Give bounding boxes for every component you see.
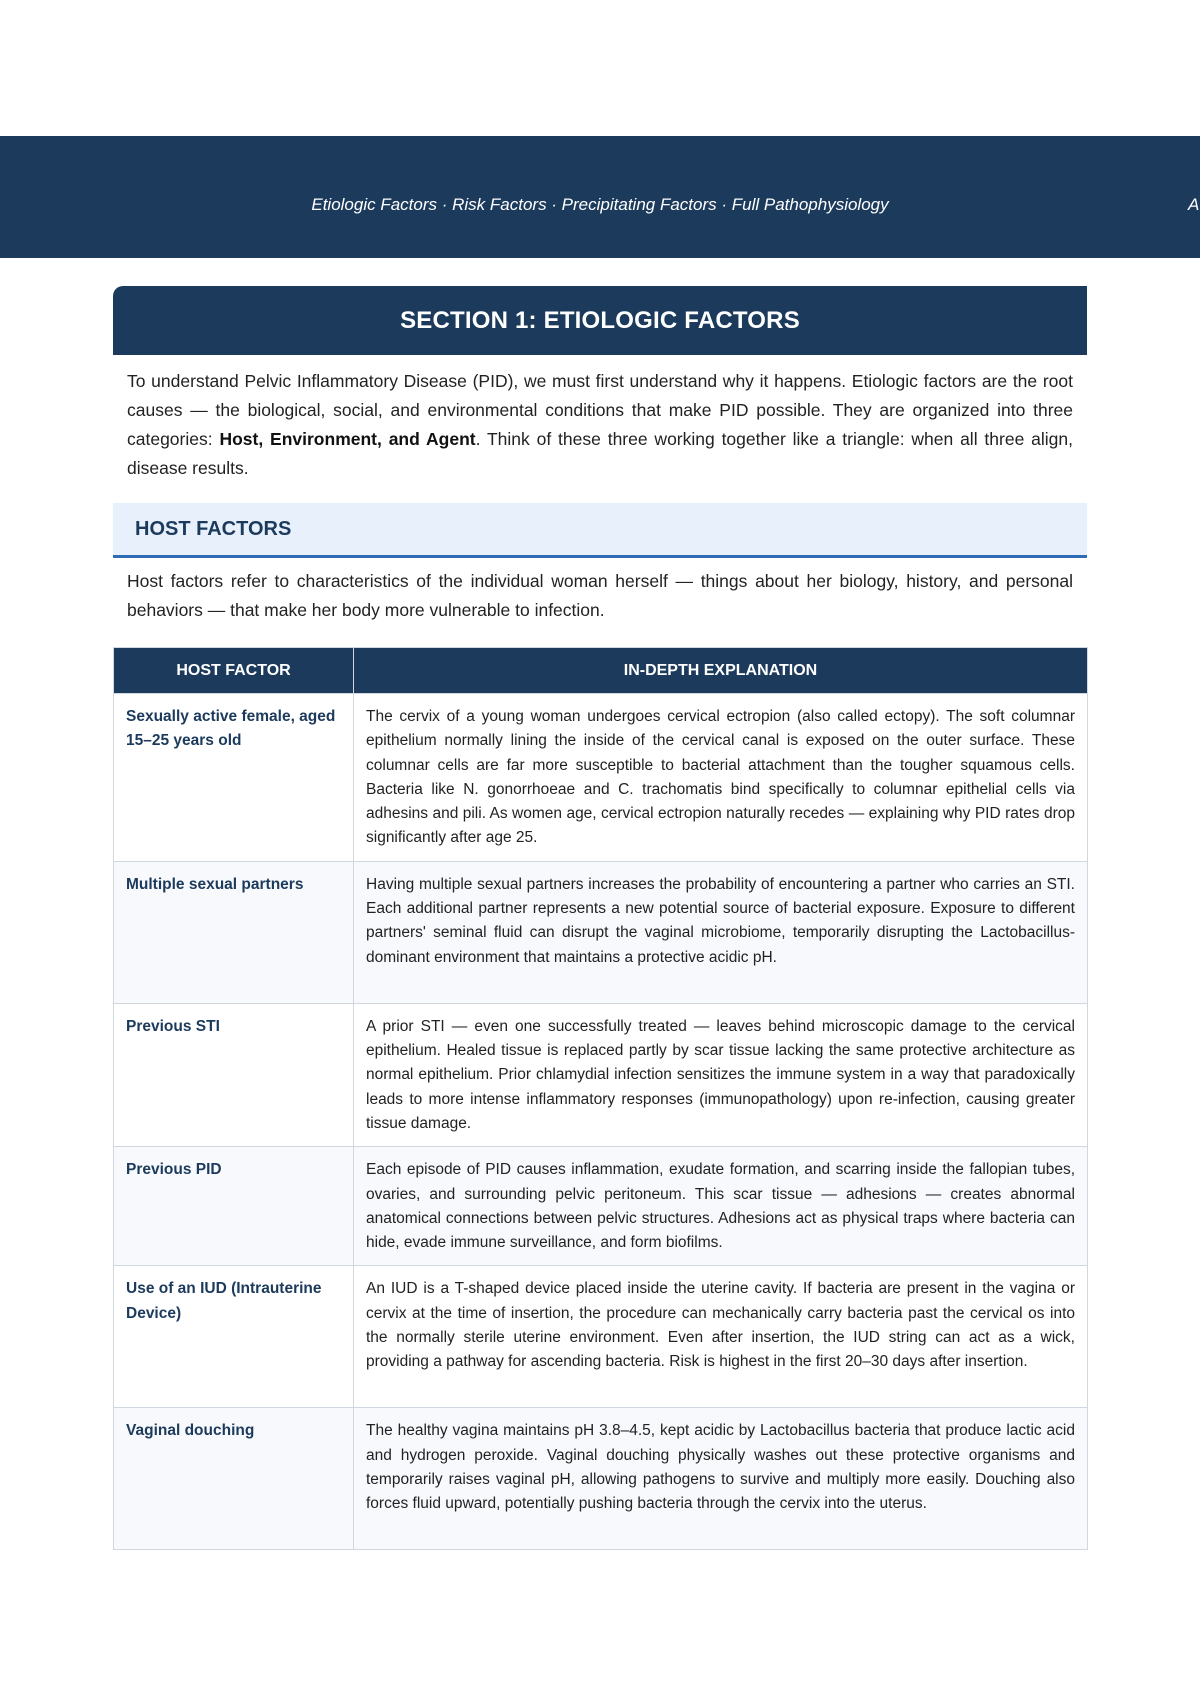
banner-edge-text: A	[1188, 195, 1200, 214]
explanation-cell: Each episode of PID causes inflammation, exudate formation, and scarring inside the fallopian tubes, ovaries, and surrounding pelvic peritoneum. This scar tissue — adhesions — creates abnormal anatomical connections between pelvic structures. Adhesions act as physical traps where bacteria can hide, evade immune surveillance, and form biofilms.	[354, 1147, 1088, 1266]
explanation-cell: The healthy vagina maintains pH 3.8–4.5, kept acidic by Lactobacillus bacteria that produce lactic acid and hydrogen peroxide. Vaginal douching physically washes out these protective organisms and temporarily raises vaginal pH, allowing pathogens to survive and multiply more easily. Douching also forces fluid upward, potentially pushing bacteria through the cervix into the uterus.	[354, 1408, 1088, 1550]
document-banner	[0, 136, 1200, 258]
explanation-cell: An IUD is a T-shaped device placed inside the uterine cavity. If bacteria are present in the vagina or cervix at the time of insertion, the procedure can mechanically carry bacteria past the cervical os into the normally sterile uterine environment. Even after insertion, the IUD string can act as a wick, providing a pathway for ascending bacteria. Risk is highest in the first 20–30 days after insertion.	[354, 1266, 1088, 1408]
table-row	[114, 1003, 1088, 1146]
column-header-factor: HOST FACTOR	[114, 648, 354, 694]
table-row	[114, 694, 1088, 862]
section-intro	[127, 367, 1073, 483]
host-factors-table	[113, 647, 1088, 1550]
table-header-row	[114, 648, 1088, 694]
factor-cell: Previous STI	[114, 1003, 354, 1146]
section-intro-bold: Host, Environment, and Agent	[219, 429, 476, 449]
explanation-cell: The cervix of a young woman undergoes cervical ectropion (also called ectopy). The soft columnar epithelium normally lining the inside of the cervical canal is exposed on the outer surface. These columnar cells are far more susceptible to bacterial attachment than the tougher squamous cells. Bacteria like N. gonorrhoeae and C. trachomatis bind specifically to columnar epithelial cells via adhesins and pili. As women age, cervical ectropion naturally recedes — explaining why PID rates drop significantly after age 25.	[354, 694, 1088, 862]
table-row	[114, 1408, 1088, 1550]
section-intro-text-end: . Think of these three working together like a triangle: when all three align, disease results.	[127, 429, 1073, 478]
factor-cell: Vaginal douching	[114, 1408, 354, 1550]
explanation-cell: A prior STI — even one successfully treated — leaves behind microscopic damage to the cervical epithelium. Healed tissue is replaced partly by scar tissue lacking the same protective architecture as normal epithelium. Prior chlamydial infection sensitizes the immune system in a way that paradoxically leads to more intense inflammatory responses (immunopathology) upon re-infection, causing greater tissue damage.	[354, 1003, 1088, 1146]
table-row	[114, 1147, 1088, 1266]
factor-cell: Sexually active female, aged 15–25 years old	[114, 694, 354, 862]
section-title: SECTION 1: ETIOLOGIC FACTORS	[113, 286, 1087, 355]
column-header-explanation: IN-DEPTH EXPLANATION	[354, 648, 1088, 694]
banner-subtitle: Etiologic Factors · Risk Factors · Precipitating Factors · Full Pathophysiology	[311, 195, 889, 214]
explanation-cell: Having multiple sexual partners increases the probability of encountering a partner who carries an STI. Each additional partner represents a new potential source of bacterial exposure. Exposure to different partners' seminal fluid can disrupt the vaginal microbiome, temporarily disrupting the Lactobacillus-dominant environment that maintains a protective acidic pH.	[354, 861, 1088, 1003]
section-intro-text: To understand Pelvic Inflammatory Disease (PID), we must first understand why it happens. Etiologic factors are the root causes — the biological, social, and environmental conditions that make PID possible. They are organized into three categories:	[127, 371, 1073, 449]
table-row	[114, 861, 1088, 1003]
table-row	[114, 1266, 1088, 1408]
main-content	[113, 286, 1087, 1550]
host-factors-intro: Host factors refer to characteristics of the individual woman herself — things about her biology, history, and personal behaviors — that make her body more vulnerable to infection.	[127, 571, 1073, 620]
factor-cell: Previous PID	[114, 1147, 354, 1266]
factor-cell: Use of an IUD (Intrauterine Device)	[114, 1266, 354, 1408]
host-factors-heading: HOST FACTORS	[113, 503, 1087, 558]
factor-cell: Multiple sexual partners	[114, 861, 354, 1003]
